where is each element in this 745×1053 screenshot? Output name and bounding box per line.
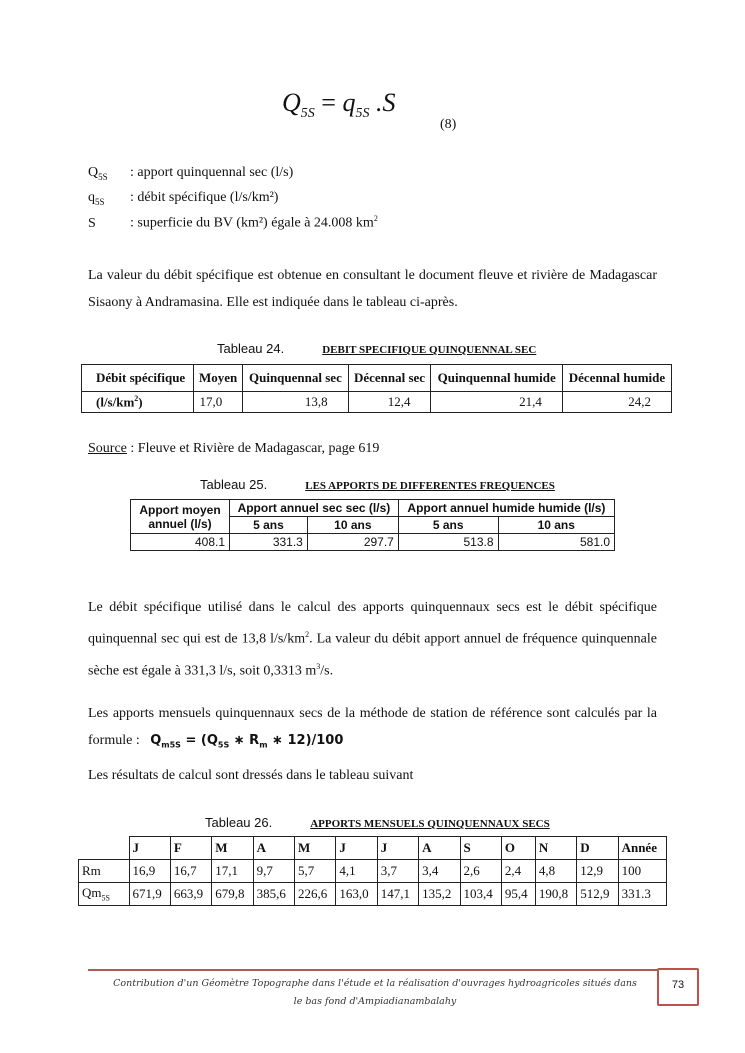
- cell: 226,6: [295, 883, 336, 906]
- header-month: J: [129, 837, 170, 860]
- cell: 408.1: [131, 534, 230, 551]
- cell: 100: [618, 860, 666, 883]
- header-month: M: [212, 837, 253, 860]
- equation-number: (8): [440, 117, 457, 132]
- cell: 512,9: [577, 883, 618, 906]
- equation-qm5s: $Q_{m5S} = (Q_{5S}$ ∗ $R_m$ ∗ 12)/100: [150, 733, 344, 750]
- header-month: A: [419, 837, 460, 860]
- table-apports-frequences: [130, 499, 615, 551]
- footer-text: Contribution d'un Géomètre Topographe dans l'étude et la réalisation d'ouvrages hydroagricoles situés dans le bas fond d'Ampiadianambalahy: [113, 978, 637, 1007]
- cell: 3,4: [419, 860, 460, 883]
- header-5ans: 5 ans: [398, 517, 498, 534]
- row-label-unit: $(l/s/km^2)$: [82, 392, 194, 413]
- cell: 4,8: [535, 860, 576, 883]
- cell: 95,4: [501, 883, 535, 906]
- paragraph-resultats: Les résultats de calcul sont dressés dans le tableau suivant: [88, 768, 414, 783]
- cell: 679,8: [212, 883, 253, 906]
- table-row-rm: [79, 860, 667, 883]
- cell: 13,8: [243, 392, 348, 413]
- cell: 12,9: [577, 860, 618, 883]
- cell: 385,6: [253, 883, 294, 906]
- header-quinquennal-humide: Quinquennal humide: [431, 365, 562, 392]
- header-month: J: [336, 837, 377, 860]
- cell: 2,6: [460, 860, 501, 883]
- header-month: F: [170, 837, 211, 860]
- cell: 297.7: [307, 534, 398, 551]
- empty-corner: [79, 837, 130, 860]
- cell: 3,7: [377, 860, 418, 883]
- table-row: [82, 392, 672, 413]
- source-note: Source : Fleuve et Rivière de Madagascar, page 619: [88, 441, 380, 456]
- cell: 331.3: [230, 534, 308, 551]
- row-label: $Qm_{5S}$: [79, 883, 130, 906]
- paragraph-debit-utilise: Le débit spécifique utilisé dans le calcul des apports quinquennaux secs est le débit spécifique quinquennal sec qui est de 13,8 $l/s/km^2$. La valeur du débit apport annuel de fréquence quinquennale sèche est égale à 331,3 l/s, soit 0,3313 $m^3/s$.: [88, 600, 657, 679]
- page-number: 73: [657, 968, 699, 1006]
- header-5ans: 5 ans: [230, 517, 308, 534]
- header-apport-sec: Apport annuel sec sec (l/s): [230, 500, 399, 517]
- paragraph-apports-mensuels: Les apports mensuels quinquennaux secs de la méthode de station de référence sont calculés par la formule : $Q_{m5S} = (Q_{5S}$ ∗ $R_m$ ∗ 12)/100: [88, 706, 657, 750]
- header-month: J: [377, 837, 418, 860]
- cell: 17,0: [193, 392, 242, 413]
- cell: 163,0: [336, 883, 377, 906]
- table-debit-specifique: [81, 364, 672, 413]
- header-decennal-humide: Décennal humide: [562, 365, 671, 392]
- header-decennal-sec: Décennal sec: [348, 365, 431, 392]
- cell: 331.3: [618, 883, 666, 906]
- equation-q5s: $Q_{5S} = q_{5S}$ .S: [282, 88, 396, 122]
- definition-q5s: $Q_{5S}$ : apport quinquennal sec (l/s): [88, 165, 294, 182]
- cell: 16,7: [170, 860, 211, 883]
- table24-caption: Tableau 24. DEBIT SPECIFIQUE QUINQUENNAL SEC: [217, 341, 537, 356]
- cell: 21,4: [431, 392, 562, 413]
- header-month: M: [295, 837, 336, 860]
- cell: 24,2: [562, 392, 671, 413]
- cell: 4,1: [336, 860, 377, 883]
- definition-s: S : superficie du BV (km²) égale à 24.008 $km^2$: [88, 214, 378, 231]
- paragraph-intro: La valeur du débit spécifique est obtenue en consultant le document fleuve et rivière de Madagascar Sisaony à Andramasina. Elle est indiquée dans le tableau ci-après.: [88, 268, 657, 310]
- table-row: [131, 534, 615, 551]
- header-apport-moyen: Apport moyen annuel (l/s): [131, 500, 230, 534]
- cell: 513.8: [398, 534, 498, 551]
- cell: 671,9: [129, 883, 170, 906]
- header-month: D: [577, 837, 618, 860]
- cell: 9,7: [253, 860, 294, 883]
- cell: 147,1: [377, 883, 418, 906]
- header-10ans: 10 ans: [307, 517, 398, 534]
- cell: 581.0: [498, 534, 614, 551]
- header-month: S: [460, 837, 501, 860]
- footer-divider: [88, 969, 658, 971]
- cell: 663,9: [170, 883, 211, 906]
- cell: 5,7: [295, 860, 336, 883]
- cell: 135,2: [419, 883, 460, 906]
- table-apports-mensuels: [78, 836, 667, 906]
- header-debit: Débit spécifique: [82, 365, 194, 392]
- row-label: Rm: [79, 860, 130, 883]
- header-quinquennal-sec: Quinquennal sec: [243, 365, 348, 392]
- header-month: O: [501, 837, 535, 860]
- cell: 2,4: [501, 860, 535, 883]
- cell: 190,8: [535, 883, 576, 906]
- cell: 103,4: [460, 883, 501, 906]
- header-10ans: 10 ans: [498, 517, 614, 534]
- table25-caption: Tableau 25. LES APPORTS DE DIFFERENTES FREQUENCES: [200, 477, 555, 492]
- cell: 12,4: [348, 392, 431, 413]
- table26-caption: Tableau 26. APPORTS MENSUELS QUINQUENNAUX SECS: [205, 815, 550, 830]
- table-row-qm5s: [79, 883, 667, 906]
- definition-q5s-specific: $q_{5S}$ : débit spécifique (l/s/km²): [88, 190, 279, 207]
- header-apport-humide: Apport annuel humide humide (l/s): [398, 500, 614, 517]
- header-month: A: [253, 837, 294, 860]
- header-moyen: Moyen: [193, 365, 242, 392]
- header-month: N: [535, 837, 576, 860]
- cell: 16,9: [129, 860, 170, 883]
- cell: 17,1: [212, 860, 253, 883]
- header-month: Année: [618, 837, 666, 860]
